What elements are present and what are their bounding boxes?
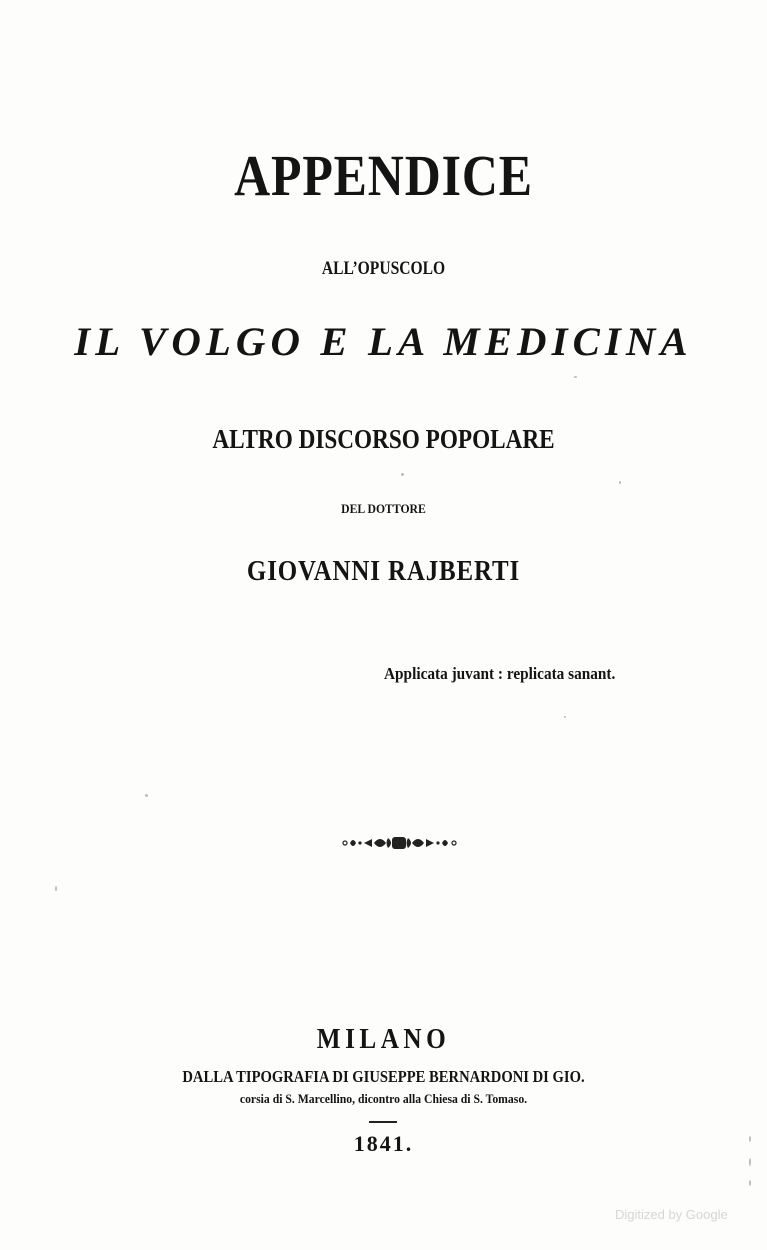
- paper-speck: [55, 886, 57, 891]
- paper-speck: [574, 376, 577, 378]
- paper-speck: [749, 1180, 751, 1186]
- publication-year: 1841.: [353, 1131, 414, 1156]
- imprint-address: corsia di S. Marcellino, dicontro alla Chiesa di S. Tomaso.: [239, 1091, 528, 1106]
- imprint-rule: [369, 1121, 397, 1123]
- printers-ornament: [341, 834, 461, 852]
- author-name: GIOVANNI RAJBERTI: [246, 555, 521, 587]
- epigraph-motto: Applicata juvant : replicata sanant.: [384, 664, 616, 683]
- paper-speck: [619, 481, 621, 484]
- author-prefix: DEL DOTTORE: [341, 501, 426, 516]
- to-the-pamphlet-line: ALL’OPUSCOLO: [321, 258, 446, 279]
- paper-speck: [401, 473, 404, 476]
- imprint-printer: DALLA TIPOGRAFIA DI GIUSEPPE BERNARDONI DI GIO.: [182, 1067, 585, 1086]
- paper-speck: [749, 1158, 751, 1166]
- subtitle: ALTRO DISCORSO POPOLARE: [212, 424, 555, 454]
- paper-speck: [749, 1136, 751, 1142]
- page-title: APPENDICE: [234, 143, 533, 208]
- imprint-city: MILANO: [316, 1024, 451, 1055]
- paper-speck: [145, 794, 148, 797]
- work-title: IL VOLGO E LA MEDICINA: [74, 319, 693, 364]
- scan-watermark: Digitized by Google: [615, 1207, 728, 1222]
- paper-speck: [564, 716, 566, 718]
